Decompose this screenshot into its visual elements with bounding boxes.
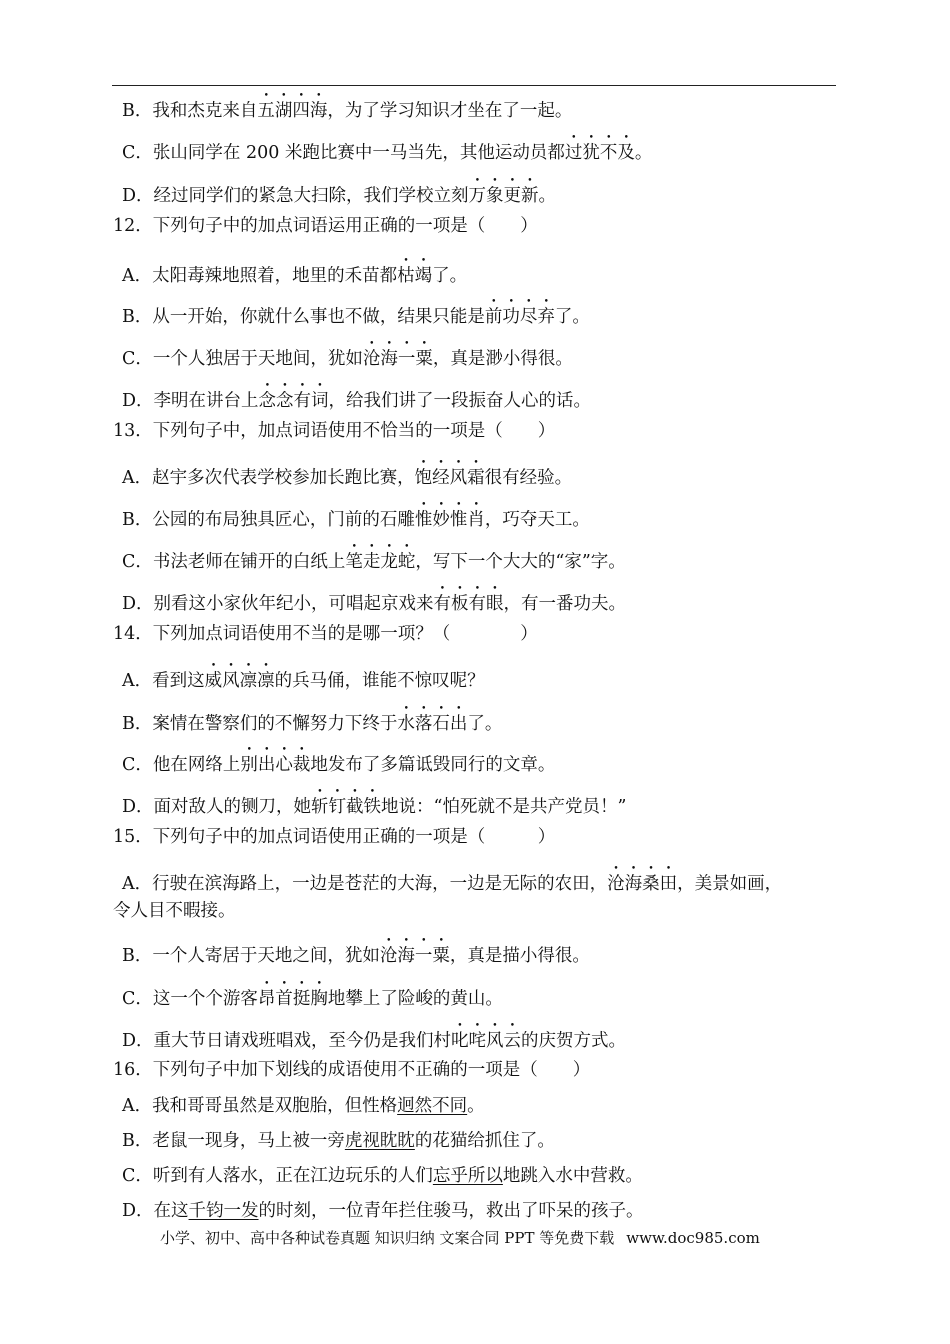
sentence-text: D．经过同学们的紧急大扫除，我们学校立刻 (122, 186, 469, 206)
sentence-text: B．案情在警察们的不懈努力下终于 (122, 714, 398, 734)
sentence-text: 。 (467, 1096, 485, 1116)
q13-option-d (122, 584, 626, 615)
footer-site-link[interactable]: www.doc985.com (626, 1229, 760, 1247)
underlined-idiom: 迥然不同 (397, 1096, 468, 1116)
q16-option-a (122, 1095, 485, 1117)
sentence-text: C．听到有人落水，正在江边玩乐的人们 (122, 1166, 433, 1186)
sentence-text: ，真是渺小得很。 (432, 349, 573, 369)
emphasized-phrase: 惟妙惟肖 (414, 510, 485, 530)
q12-option-b (122, 297, 590, 328)
sentence-text: D．在这 (122, 1201, 189, 1221)
emphasized-phrase: 斩钉截铁 (311, 797, 382, 817)
q16-option-b (122, 1130, 555, 1152)
emphasized-phrase: 有板有眼 (433, 594, 504, 614)
sentence-text: ，为了学习知识才坐在了一起。 (327, 101, 573, 121)
sentence-text: C．这一个个游客 (122, 989, 258, 1009)
q15-option-b (122, 936, 590, 967)
sentence-text: 地跳入水中营救。 (502, 1166, 643, 1186)
sentence-text: 了。 (554, 307, 590, 327)
sentence-text: C．一个人独居于天地间，犹如 (122, 349, 363, 369)
sentence-text: B．公园的布局独具匠心，门前的石雕 (122, 510, 415, 530)
sentence-text: A．太阳毒辣地照着，地里的禾苗都 (122, 266, 398, 286)
emphasized-phrase: 水落石出 (397, 714, 468, 734)
sentence-text: ，巧夺天工。 (484, 510, 590, 530)
q12-option-d (122, 381, 591, 412)
sentence-text: D．李明在讲台上 (122, 391, 259, 411)
emphasized-phrase: 前功尽弃 (484, 307, 555, 327)
underlined-idiom: 千钧一发 (188, 1201, 259, 1221)
sentence-text: A．行驶在滨海路上，一边是苍茫的大海，一边是无际的农田， (122, 874, 608, 894)
page-footer (160, 1228, 760, 1248)
sentence-text: B．老鼠一现身，马上被一旁 (122, 1131, 345, 1151)
sentence-text: A．赵宇多次代表学校参加长跑比赛， (122, 468, 415, 488)
sentence-text: 。 (634, 143, 653, 163)
q13-option-c (122, 542, 626, 573)
sentence-text: B．一个人寄居于天地之间，犹如 (122, 946, 380, 966)
q12-stem: 12．下列句子中的加点词语运用正确的一项是（ ） (113, 216, 538, 236)
sentence-text: 的兵马俑，谁能不惊叹呢？ (274, 671, 485, 691)
emphasized-phrase: 五湖四海 (257, 101, 328, 121)
q11-option-b (122, 91, 572, 122)
emphasized-phrase: 枯竭 (397, 266, 433, 286)
q16-stem: 16．下列句子中加下划线的成语使用不正确的一项是（ ） (113, 1060, 591, 1080)
q15-option-a-continued: 令人目不暇接。 (113, 901, 236, 921)
q11-option-c (122, 133, 652, 164)
sentence-text: B．从一开始，你就什么事也不做，结果只能是 (122, 307, 485, 327)
emphasized-phrase: 沧海一粟 (379, 946, 450, 966)
sentence-text: ，写下一个大大的“家”字。 (415, 552, 626, 572)
sentence-text: 地攀上了险峻的黄山。 (327, 989, 503, 1009)
sentence-text: ，美景如画， (677, 874, 783, 894)
emphasized-phrase: 沧海桑田 (607, 874, 678, 894)
underlined-idiom: 忘乎所以 (432, 1166, 503, 1186)
emphasized-phrase: 昂首挺胸 (257, 989, 328, 1009)
emphasized-phrase: 沧海一粟 (362, 349, 433, 369)
sentence-text: A．我和哥哥虽然是双胞胎，但性格 (122, 1096, 398, 1116)
sentence-text: C．书法老师在铺开的白纸上 (122, 552, 346, 572)
emphasized-phrase: 叱咤风云 (451, 1031, 522, 1051)
emphasized-phrase: 别出心裁 (240, 755, 311, 775)
sentence-text: C．他在网络上 (122, 755, 241, 775)
q13-option-b (122, 500, 590, 531)
sentence-text: 很有经验。 (484, 468, 573, 488)
sentence-text: 的时刻，一位青年拦住骏马，救出了吓呆的孩子。 (258, 1201, 644, 1221)
q14-option-a (122, 661, 485, 692)
q14-stem: 14．下列加点词语使用不当的是哪一项？（ ） (113, 624, 538, 644)
emphasized-phrase: 万象更新 (468, 186, 539, 206)
footer-text: 小学、初中、高中各种试卷真题 知识归纳 文案合同 PPT 等免费下载 (160, 1229, 615, 1247)
emphasized-phrase: 笔走龙蛇 (345, 552, 416, 572)
sentence-text: ，真是描小得很。 (449, 946, 590, 966)
q13-stem: 13．下列句子中，加点词语使用不恰当的一项是（ ） (113, 421, 556, 441)
q12-option-c (122, 339, 573, 370)
sentence-text: D．面对敌人的铡刀，她 (122, 797, 312, 817)
q15-option-a (122, 864, 782, 895)
sentence-text: 了。 (467, 714, 503, 734)
q14-option-d (122, 787, 626, 818)
q16-option-d (122, 1200, 644, 1222)
q15-option-c (122, 979, 503, 1010)
sentence-text: A．看到这 (122, 671, 205, 691)
emphasized-phrase: 念念有词 (258, 391, 329, 411)
emphasized-phrase: 威风凛凛 (204, 671, 275, 691)
q16-option-c (122, 1165, 643, 1187)
q15-stem: 15．下列句子中的加点词语使用正确的一项是（ ） (113, 827, 556, 847)
q14-option-c (122, 745, 555, 776)
q12-option-a (122, 256, 467, 287)
emphasized-phrase: 过犹不及 (564, 143, 635, 163)
sentence-text: 地发布了多篇诋毁同行的文章。 (310, 755, 556, 775)
sentence-text: ，给我们讲了一段振奋人心的话。 (328, 391, 592, 411)
q11-option-d (122, 176, 556, 207)
sentence-text: D．别看这小家伙年纪小，可唱起京戏来 (122, 594, 434, 614)
sentence-text: 地说：“怕死就不是共产党员！” (381, 797, 627, 817)
header-rule (112, 85, 836, 86)
sentence-text: B．我和杰克来自 (122, 101, 258, 121)
sentence-text: D．重大节日请戏班唱戏，至今仍是我们村 (122, 1031, 452, 1051)
q14-option-b (122, 704, 502, 735)
sentence-text: 了。 (432, 266, 468, 286)
q15-option-d (122, 1021, 626, 1052)
sentence-text: 的花猫给抓住了。 (414, 1131, 555, 1151)
sentence-text: C．张山同学在 200 米跑比赛中一马当先，其他运动员都 (122, 143, 565, 163)
sentence-text: 的庆贺方式。 (521, 1031, 627, 1051)
sentence-text: ，有一番功夫。 (503, 594, 627, 614)
emphasized-phrase: 饱经风霜 (414, 468, 485, 488)
sentence-text: 。 (538, 186, 557, 206)
q13-option-a (122, 458, 572, 489)
underlined-idiom: 虎视眈眈 (344, 1131, 415, 1151)
